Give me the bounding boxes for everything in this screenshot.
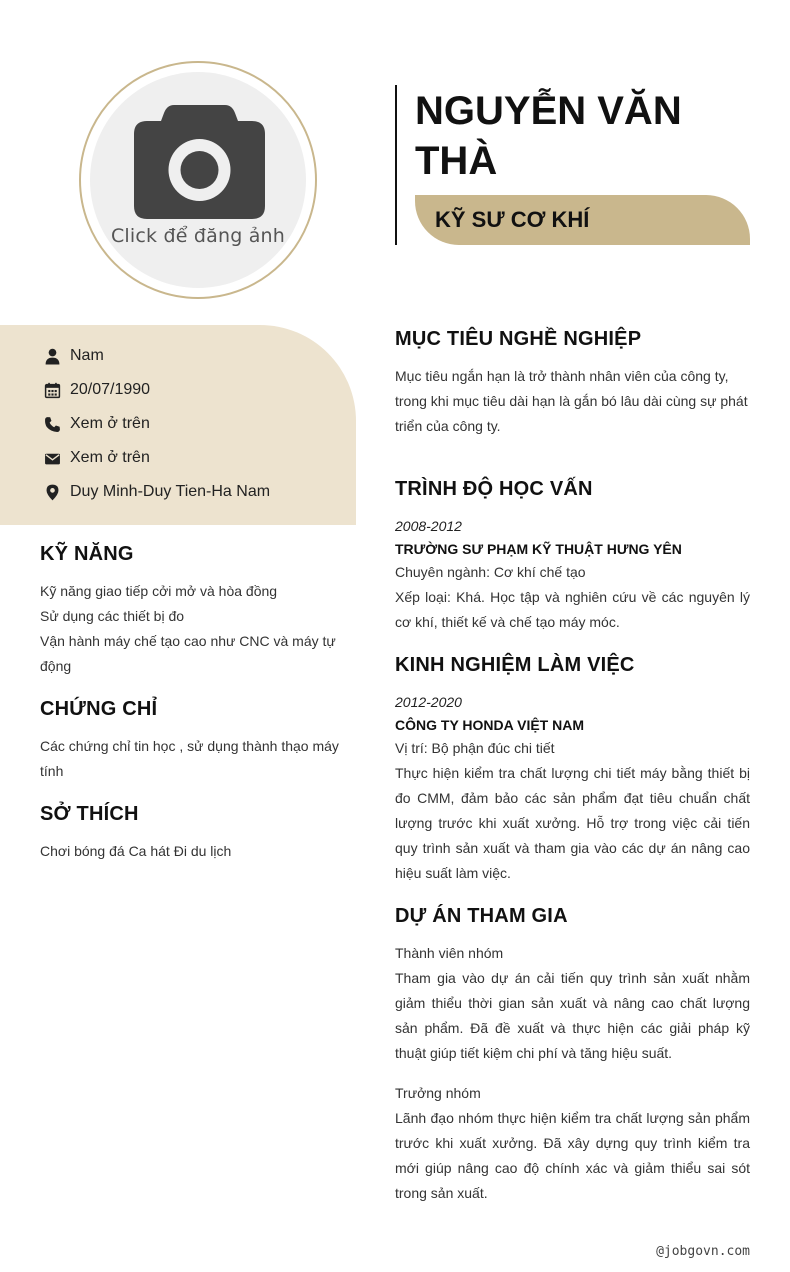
certificates-text[interactable]: Các chứng chỉ tin học , sử dụng thành thạo máy tính bbox=[40, 738, 339, 779]
objective-text[interactable]: Mục tiêu ngắn hạn là trở thành nhân viên của công ty, trong khi mục tiêu dài hạn là gắn bó lâu dài cùng sự phát triển của công ty. bbox=[395, 368, 748, 434]
education-major[interactable]: Chuyên ngành: Cơ khí chế tạo bbox=[395, 564, 586, 580]
contact-address bbox=[44, 482, 270, 502]
hobbies-text[interactable]: Chơi bóng đá Ca hát Đi du lịch bbox=[40, 843, 232, 859]
experience-position[interactable]: Vị trí: Bộ phận đúc chi tiết bbox=[395, 740, 555, 756]
school-name[interactable]: TRƯỜNG SƯ PHẠM KỸ THUẬT HƯNG YÊN bbox=[395, 541, 682, 557]
name-line-2[interactable]: THÀ bbox=[415, 139, 498, 183]
location-pin-icon bbox=[44, 484, 61, 501]
contact-panel bbox=[0, 325, 356, 525]
skill-item[interactable]: Vận hành máy chế tạo cao như CNC và máy tự động bbox=[40, 633, 336, 674]
job-title[interactable]: KỸ SƯ CƠ KHÍ bbox=[435, 207, 590, 232]
photo-caption[interactable]: Click để đăng ảnh bbox=[110, 225, 286, 247]
person-icon bbox=[44, 348, 61, 365]
skills-list bbox=[40, 579, 340, 679]
certificates-heading[interactable]: CHỨNG CHỈ bbox=[40, 698, 158, 720]
skill-item[interactable]: Sử dụng các thiết bị đo bbox=[40, 608, 185, 624]
job-title-banner bbox=[415, 195, 750, 245]
gender-value[interactable]: Nam bbox=[70, 347, 104, 364]
contact-phone bbox=[44, 414, 150, 434]
contact-email bbox=[44, 448, 150, 468]
header-divider bbox=[395, 85, 397, 245]
project-role[interactable]: Trưởng nhóm bbox=[395, 1085, 481, 1101]
skill-item[interactable]: Kỹ năng giao tiếp cởi mở và hòa đồng bbox=[40, 583, 278, 599]
hobbies-heading[interactable]: SỞ THÍCH bbox=[40, 803, 139, 825]
phone-icon bbox=[44, 416, 61, 433]
experience-description[interactable]: Thực hiện kiểm tra chất lượng chi tiết máy bằng thiết bị đo CMM, đảm bảo các sản phẩm đạt tiêu chuẩn chất lượng trước khi xuất xưởng. Hỗ trợ trong việc cải tiến quy trình sản xuất và tham gia vào các dự án nâng cao hiệu suất làm việc. bbox=[395, 765, 750, 881]
envelope-icon bbox=[44, 450, 61, 467]
education-description[interactable]: Xếp loại: Khá. Học tập và nghiên cứu về các nguyên lý cơ khí, thiết kế và chế tạo máy móc. bbox=[395, 589, 750, 630]
candidate-name[interactable] bbox=[415, 86, 755, 186]
company-name[interactable]: CÔNG TY HONDA VIỆT NAM bbox=[395, 717, 585, 733]
project-description[interactable]: Lãnh đạo nhóm thực hiện kiểm tra chất lượng sản phẩm trước khi xuất xưởng. Đã xây dựng quy trình kiểm tra mới giúp nâng cao độ chính xác và giảm thiểu sai sót trong sản xuất. bbox=[395, 1110, 750, 1201]
footer-brand: @jobgovn.com bbox=[656, 1244, 750, 1259]
name-line-1[interactable]: NGUYỄN VĂN bbox=[415, 89, 682, 133]
phone-value[interactable]: Xem ở trên bbox=[70, 415, 150, 432]
email-value[interactable]: Xem ở trên bbox=[70, 449, 150, 466]
address-value[interactable]: Duy Minh-Duy Tien-Ha Nam bbox=[70, 483, 271, 500]
project-role[interactable]: Thành viên nhóm bbox=[395, 945, 504, 961]
contact-birthday bbox=[44, 380, 150, 400]
calendar-icon bbox=[44, 382, 61, 399]
photo-placeholder[interactable] bbox=[90, 72, 306, 288]
contact-gender bbox=[44, 346, 104, 366]
experience-period[interactable]: 2012-2020 bbox=[395, 694, 462, 710]
camera-icon bbox=[134, 105, 265, 219]
project-description[interactable]: Tham gia vào dự án cải tiến quy trình sản xuất nhằm giảm thiểu thời gian sản xuất và nâng cao chất lượng sản phẩm. Đã đề xuất và thực hiện các giải pháp kỹ thuật giúp tiết kiệm chi phí và tăng hiệu suất. bbox=[395, 970, 750, 1061]
birthday-value[interactable]: 20/07/1990 bbox=[70, 381, 151, 398]
education-period[interactable]: 2008-2012 bbox=[395, 518, 462, 534]
education-heading[interactable]: TRÌNH ĐỘ HỌC VẤN bbox=[395, 478, 593, 500]
objective-heading[interactable]: MỤC TIÊU NGHỀ NGHIỆP bbox=[395, 328, 642, 350]
skills-heading[interactable]: KỸ NĂNG bbox=[40, 543, 134, 565]
experience-heading[interactable]: KINH NGHIỆM LÀM VIỆC bbox=[395, 654, 635, 676]
projects-heading[interactable]: DỰ ÁN THAM GIA bbox=[395, 905, 568, 927]
profile-photo-upload[interactable] bbox=[79, 61, 317, 299]
